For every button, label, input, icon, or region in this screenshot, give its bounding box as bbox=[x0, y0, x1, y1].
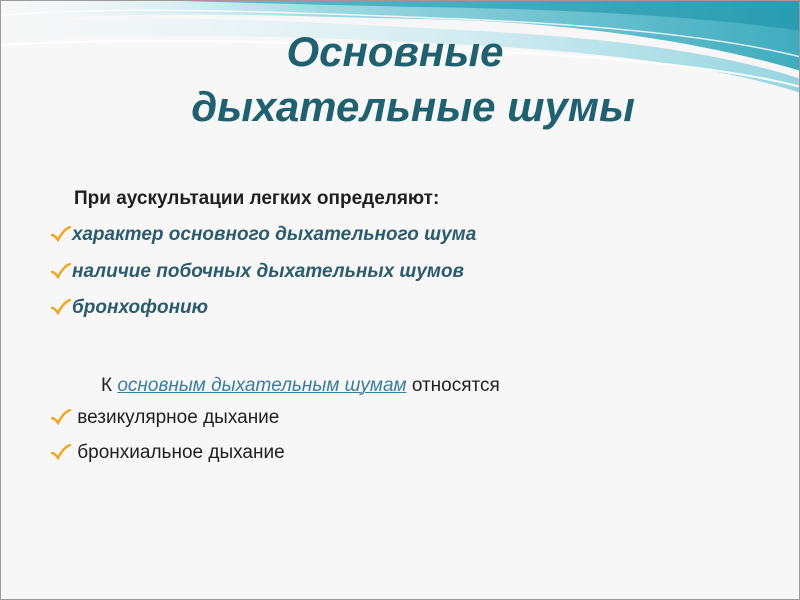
list-item bbox=[51, 297, 208, 319]
list-item-text: бронхофонию bbox=[72, 297, 209, 318]
list-item-text: наличие побочных дыхательных шумов bbox=[72, 261, 465, 282]
list-item-text: везикулярное дыхание bbox=[77, 407, 280, 428]
list-item-text: характер основного дыхательного шума bbox=[72, 224, 477, 245]
checkmark-icon bbox=[51, 299, 71, 315]
main-sounds-heading bbox=[101, 375, 500, 397]
auscultation-heading: При аускультации легких определяют: bbox=[74, 188, 440, 209]
list-item bbox=[51, 224, 476, 246]
title-line-1: Основные bbox=[286, 28, 504, 75]
list-item-text: бронхиальное дыхание bbox=[77, 442, 285, 463]
checkmark-icon bbox=[51, 444, 71, 460]
title-line-2: дыхательные шумы bbox=[191, 83, 635, 130]
checkmark-icon bbox=[51, 263, 71, 279]
checkmark-icon bbox=[51, 409, 71, 425]
main-sounds-prefix: К bbox=[101, 375, 113, 396]
main-sounds-link[interactable]: основным дыхательным шумам bbox=[117, 375, 407, 396]
main-sounds-suffix: относятся bbox=[411, 375, 500, 396]
list-item bbox=[51, 407, 279, 429]
checkmark-icon bbox=[51, 226, 71, 242]
list-item bbox=[51, 442, 285, 464]
list-item bbox=[51, 261, 464, 283]
